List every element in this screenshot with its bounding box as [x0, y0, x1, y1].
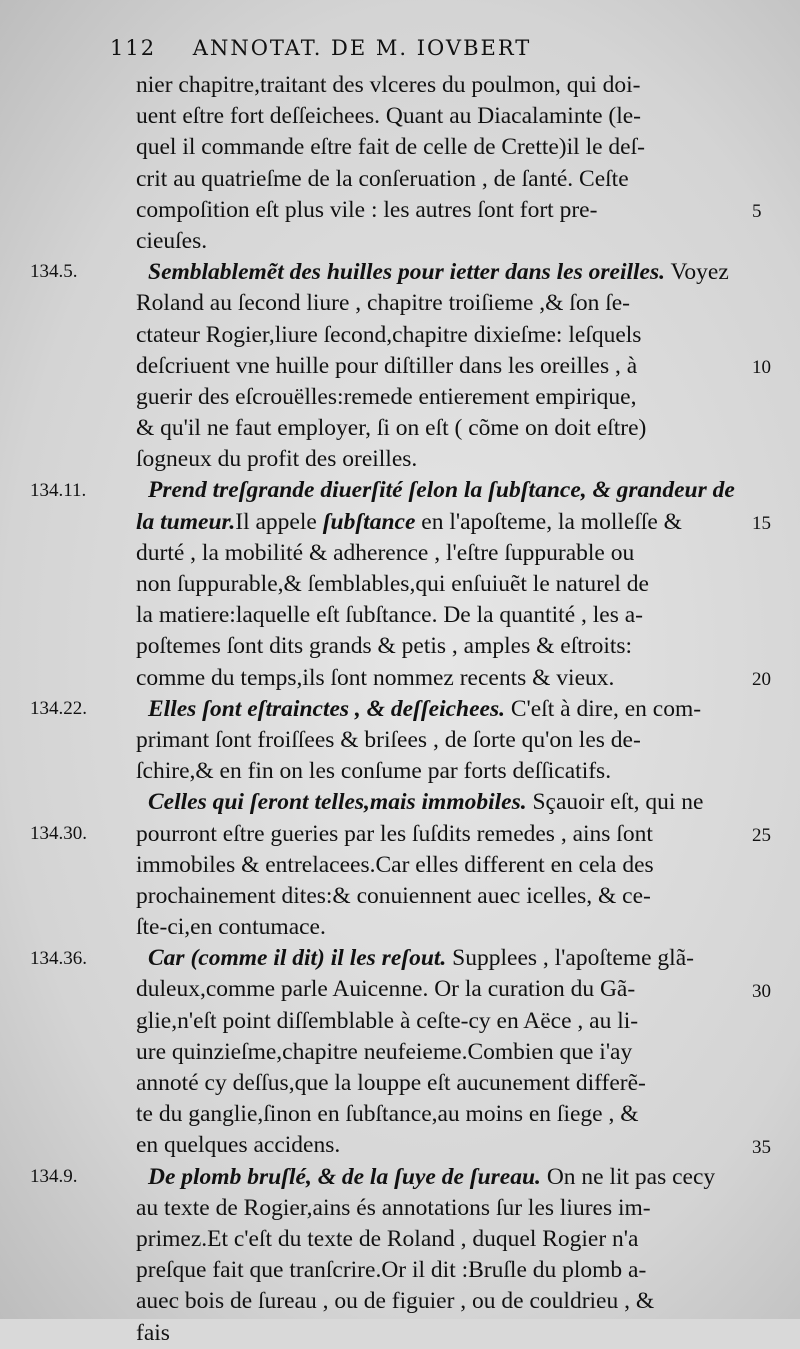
text-line — [136, 1099, 756, 1130]
line-number: 5 — [752, 200, 762, 222]
text-line — [136, 195, 756, 226]
lemma-text: De plomb bruſlé, & de la ſuye de ſureau. — [148, 1163, 541, 1190]
text-line — [136, 631, 756, 662]
text-line — [136, 1224, 756, 1255]
text-line — [136, 1318, 756, 1349]
line-text: Voyez — [665, 259, 729, 286]
text-line — [136, 1162, 756, 1193]
line-text: prochainement dites:& conuiennent auec icelles, & ce- — [136, 882, 651, 909]
line-text: glie,n'eſt point diſſemblable à ceſte-cy en Aëce , au li- — [136, 1007, 639, 1034]
line-text: Il appele — [235, 508, 323, 535]
text-line — [136, 320, 756, 351]
line-text: primant ſont froiſſees & briſees , de ſorte qu'on les de- — [136, 726, 641, 753]
text-line — [136, 663, 756, 694]
text-body — [136, 70, 756, 1349]
line-text: au texte de Rogier,ains és annotations ſur les liures im- — [136, 1194, 651, 1221]
line-text: nier chapitre,traitant des vlceres du poulmon, qui doi- — [136, 72, 641, 98]
text-line — [136, 226, 756, 257]
text-line — [136, 538, 756, 569]
lemma-text: Prend treſgrande diuerſité ſelon la ſubſtance, & grandeur de — [148, 477, 735, 504]
text-line — [136, 881, 756, 912]
line-text: Sçauoir eſt, qui ne — [526, 789, 704, 816]
margin-reference: 134.22. — [30, 698, 87, 719]
margin-reference: 134.9. — [30, 1166, 78, 1187]
line-text: On ne lit pas cecy — [540, 1163, 716, 1190]
text-line — [136, 164, 756, 195]
line-number: 15 — [752, 512, 771, 534]
text-line — [136, 382, 756, 413]
line-number: 10 — [752, 356, 771, 378]
text-line — [136, 413, 756, 444]
lemma-text: Car (comme il dit) il les reſout. — [148, 945, 447, 972]
line-text: non ſuppurable,& ſemblables,qui enſuiuẽt le naturel de — [136, 571, 649, 597]
line-text: ſte-ci,en contumace. — [136, 914, 326, 941]
line-text: ctateur Rogier,liure ſecond,chapitre dixieſme: leſquels — [136, 321, 642, 348]
text-line — [136, 850, 756, 881]
margin-reference: 134.36. — [30, 947, 87, 969]
text-line — [136, 1037, 756, 1068]
text-line — [136, 1068, 756, 1099]
line-text: durté , la mobilité & adherence , l'eſtre ſuppurable ou — [136, 539, 635, 566]
line-number: 35 — [752, 1136, 771, 1158]
line-text: te du ganglie,ſinon en ſubſtance,au moins en ſiege , & — [136, 1101, 639, 1128]
line-text: fais — [136, 1319, 170, 1346]
line-text: en quelques accidens. — [136, 1132, 341, 1159]
text-line — [136, 1130, 756, 1161]
text-line — [136, 569, 756, 600]
running-header — [110, 36, 670, 60]
text-line — [136, 1255, 756, 1286]
line-text: quel il commande eſtre fait de celle de Crette)il le deſ- — [136, 134, 645, 161]
line-text: en l'apoſteme, la molleſſe & — [415, 508, 682, 535]
page-number: 112 — [110, 36, 157, 60]
margin-reference: 134.30. — [30, 822, 87, 844]
line-text: guerir des eſcrouëlles:remede entierement empirique, — [136, 383, 637, 410]
line-text: ſchire,& en fin on les conſume par forts deſſicatifs. — [136, 758, 612, 785]
text-line — [136, 725, 756, 756]
text-line — [136, 974, 756, 1005]
line-text: duleux,comme parle Auicenne. Or la curation du Gã- — [136, 976, 636, 1003]
line-text: preſque fait que tranſcrire.Or il dit :Bruſle du plomb a- — [136, 1257, 647, 1284]
line-text: annoté cy deſſus,que la louppe eſt aucunement differẽ- — [136, 1070, 646, 1096]
line-text: deſcriuent vne huille pour diſtiller dans les oreilles , à — [136, 352, 638, 379]
text-line — [136, 351, 756, 382]
lemma-text: Celles qui ſeront telles,mais immobiles. — [148, 789, 527, 816]
line-number: 25 — [752, 824, 771, 846]
text-line — [136, 694, 756, 725]
line-text: auec bois de ſureau , ou de figuier , ou de couldrieu , & — [136, 1288, 655, 1315]
line-text: C'eſt à dire, en com- — [505, 695, 702, 722]
lemma-text: ſubſtance — [322, 508, 416, 535]
text-line — [136, 943, 756, 974]
text-line — [136, 288, 756, 319]
line-text: ure quinzieſme,chapitre neufeieme.Combien que i'ay — [136, 1038, 633, 1065]
text-line — [136, 912, 756, 943]
text-line — [136, 257, 756, 288]
line-number: 20 — [752, 668, 771, 690]
line-text: Roland au ſecond liure , chapitre troiſieme ,& ſon ſe- — [136, 290, 630, 317]
line-text: uent eſtre fort deſſeichees. Quant au Diacalaminte (le- — [136, 103, 642, 130]
line-text: immobiles & entrelacees.Car elles different en cela des — [136, 851, 654, 878]
text-line — [136, 1006, 756, 1037]
line-text: primez.Et c'eſt du texte de Roland , duquel Rogier n'a — [136, 1225, 639, 1252]
line-text: cieuſes. — [136, 227, 208, 254]
line-text: ſogneux du profit des oreilles. — [136, 446, 418, 473]
line-text: & qu'il ne faut employer, ſi on eſt ( cõme on doit eſtre) — [136, 415, 647, 442]
text-line — [136, 101, 756, 132]
text-line — [136, 444, 756, 475]
text-line — [136, 756, 756, 787]
running-title: ANNOTAT. DE M. IOVBERT — [192, 36, 532, 60]
line-text: comme du temps,ils ſont nommez recents & vieux. — [136, 664, 615, 691]
text-line — [136, 819, 756, 850]
line-text: la matiere:laquelle eſt ſubſtance. De la quantité , les a- — [136, 602, 643, 629]
text-line — [136, 507, 756, 538]
lemma-text: Semblablemẽt des huilles pour ietter dans les oreilles. — [148, 259, 665, 286]
text-line — [136, 1286, 756, 1317]
margin-reference: 134.5. — [30, 261, 78, 283]
text-line — [136, 132, 756, 163]
text-line — [136, 70, 756, 101]
line-text: pourront eſtre gueries par les ſuſdits remedes , ains ſont — [136, 820, 653, 847]
line-text: poſtemes ſont dits grands & petis , amples & eſtroits: — [136, 633, 633, 660]
text-line — [136, 787, 756, 818]
line-text: Supplees , l'apoſteme glã- — [446, 945, 694, 972]
text-line — [136, 1193, 756, 1224]
text-line — [136, 475, 756, 506]
line-text: crit au quatrieſme de la conſeruation , de ſanté. Ceſte — [136, 165, 629, 192]
line-number: 30 — [752, 980, 771, 1002]
text-line — [136, 600, 756, 631]
lemma-text: la tumeur. — [136, 508, 236, 535]
line-text: compoſition eſt plus vile : les autres ſont fort pre- — [136, 196, 598, 223]
lemma-text: Elles ſont eſtrainctes , & deſſeichees. — [148, 695, 505, 722]
margin-reference: 134.11. — [30, 479, 87, 501]
